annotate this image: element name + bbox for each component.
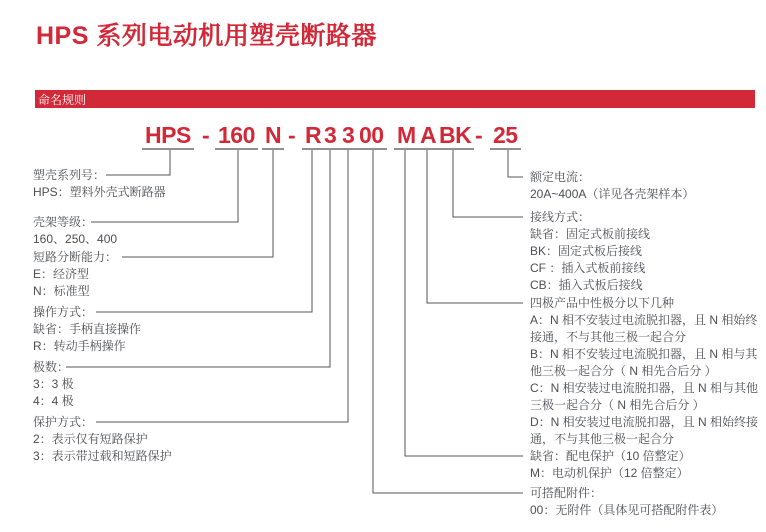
label-line: CF ：插入式板前接线 — [530, 261, 646, 275]
label-line: 三极一起合分（ N 相先合后分 ） — [530, 398, 705, 412]
neutral-pole-line — [427, 150, 523, 303]
label-line: 3：表示带过载和短路保护 — [33, 449, 172, 463]
label-line: 操作方式： — [33, 305, 94, 319]
rated-current-line — [508, 150, 523, 177]
label-line: 通，不与其他三极一起合分 — [530, 432, 675, 446]
protection-type-label — [530, 448, 691, 482]
label-line: 接线方式： — [530, 210, 591, 224]
code-segment: M — [394, 124, 419, 150]
operation-mode-label — [33, 304, 141, 355]
label-line: B：N 相不安装过电流脱扣器，且 N 相与其 — [530, 347, 758, 361]
wiring-mode-line — [453, 150, 523, 217]
accessory-label — [530, 485, 723, 519]
label-line: D：N 相安装过电流脱扣器，且 N 相始终接 — [530, 415, 759, 429]
code-segment: - — [475, 122, 483, 148]
frame-grade-label — [33, 214, 117, 248]
label-line: 壳架等级： — [33, 215, 94, 229]
rated-current-label — [530, 169, 694, 203]
label-line: 极数： — [33, 360, 70, 374]
code-segment: - — [202, 122, 210, 148]
label-line: 可搭配附件： — [530, 486, 603, 500]
code-segment: BK — [436, 124, 474, 150]
label-line: 3：3 极 — [33, 377, 74, 391]
label-line: 四极产品中性极分以下几种 — [530, 296, 675, 310]
label-line: 2：表示仅有短路保护 — [33, 432, 148, 446]
code-segment: 3 — [321, 124, 339, 150]
label-line: 塑壳系列号： — [33, 168, 106, 182]
label-line: C：N 相安装过电流脱扣器，且 N 相与其他 — [530, 381, 759, 395]
code-segment: 00 — [356, 124, 387, 150]
code-segment: - — [288, 122, 296, 148]
shell-series-label — [33, 167, 166, 201]
code-segment: A — [417, 124, 439, 150]
label-line: 00：无附件（具体见可搭配附件表） — [530, 503, 724, 517]
label-line: 接通，不与其他三极一起合分 — [530, 330, 687, 344]
wiring-mode-label — [530, 209, 650, 294]
code-segment: HPS — [142, 124, 194, 150]
label-line: N：标准型 — [33, 284, 90, 298]
label-line: 缺省：手柄直接操作 — [33, 322, 142, 336]
page-title: HPS 系列电动机用塑壳断路器 — [36, 22, 377, 50]
section-header-label: 命名规则 — [38, 92, 87, 107]
label-line: HPS：塑料外壳式断路器 — [33, 185, 166, 199]
label-line: E：经济型 — [33, 267, 90, 281]
accessory-line — [373, 150, 523, 493]
code-segment: 3 — [339, 124, 357, 150]
neutral-pole-label — [530, 295, 758, 448]
breaking-capacity-label — [33, 249, 117, 300]
protection-mode-label — [33, 414, 172, 465]
label-line: 20A~400A（详见各壳架样本） — [530, 187, 695, 201]
code-segment: N — [262, 124, 284, 150]
label-line: CB：插入式板后接线 — [530, 278, 643, 292]
label-line: 160、250、400 — [33, 232, 118, 246]
label-line: 他三极一起合分（ N 相先合后分 ） — [530, 364, 717, 378]
label-line: 缺省：配电保护（10 倍整定） — [530, 449, 691, 463]
label-line: 保护方式： — [33, 415, 94, 429]
code-segment: 160 — [215, 124, 258, 150]
code-segment: 25 — [490, 124, 521, 150]
label-line: 缺省：固定式板前接线 — [530, 227, 651, 241]
label-line: M：电动机保护（12 倍整定） — [530, 466, 689, 480]
label-line: 短路分断能力： — [33, 250, 118, 264]
label-line: A：N 相不安装过电流脱扣器，且 N 相始终 — [530, 313, 758, 327]
label-line: 4：4 极 — [33, 394, 74, 408]
label-line: R：转动手柄操作 — [33, 339, 126, 353]
label-line: BK：固定式板后接线 — [530, 244, 643, 258]
label-line: 额定电流： — [530, 170, 591, 184]
code-segment: R — [302, 124, 324, 150]
poles-label — [33, 359, 74, 410]
